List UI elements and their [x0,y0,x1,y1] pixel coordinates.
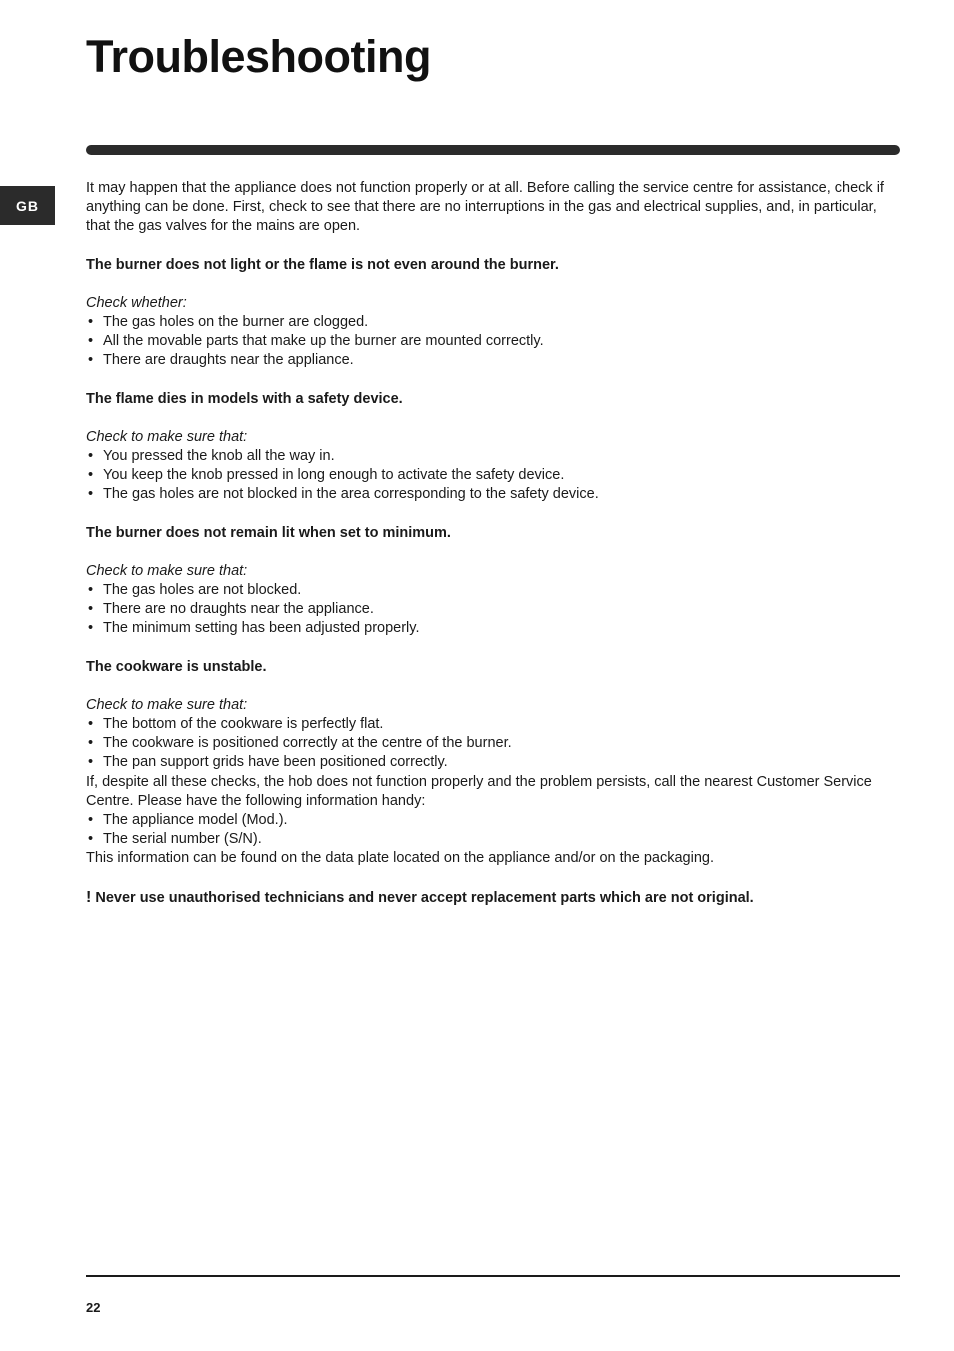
problem-heading-3: The burner does not remain lit when set to minimum. [86,524,451,541]
list-item: • You pressed the knob all the way in. [86,447,892,466]
page-number: 22 [86,1300,101,1315]
footer-divider [86,1275,900,1277]
intro-paragraph: It may happen that the appliance does not function properly or at all. Before calling the service centre for assistance, check if anything can be done. First, check to see that there are no interruptions in the gas and electrical supplies, and, in particular, that the gas valves for the mains are open. [86,180,884,235]
check-list-2 [86,447,892,505]
check-list-1 [86,313,892,371]
check-list-3 [86,581,892,639]
problem-heading-1: The burner does not light or the flame is not even around the burner. [86,256,559,273]
info-location-paragraph: This information can be found on the data plate located on the appliance and/or on the packaging. [86,850,714,867]
page-title: Troubleshooting [86,31,431,82]
list-item: • The cookware is positioned correctly at the centre of the burner. [86,734,892,753]
persist-paragraph: If, despite all these checks, the hob does not function properly and the problem persists, call the nearest Customer Service Centre. Please have the following information handy: [86,773,872,809]
warning-note [86,888,892,908]
list-item: • The pan support grids have been positioned correctly. [86,753,892,772]
list-item: • The gas holes on the burner are clogged. [86,313,892,332]
check-label-1: Check whether: [86,294,187,311]
list-item: • All the movable parts that make up the burner are mounted correctly. [86,332,892,351]
document-body [86,179,892,908]
list-item: • You keep the knob pressed in long enough to activate the safety device. [86,466,892,485]
problem-heading-2: The flame dies in models with a safety device. [86,390,403,407]
list-item: • The serial number (S/N). [86,830,892,849]
title-divider [86,145,900,155]
list-item: • The minimum setting has been adjusted properly. [86,619,892,638]
list-item: • There are no draughts near the appliance. [86,600,892,619]
list-item: • There are draughts near the appliance. [86,351,892,370]
check-label-2: Check to make sure that: [86,428,248,445]
warning-text: Never use unauthorised technicians and never accept replacement parts which are not original. [91,889,754,906]
problem-heading-4: The cookware is unstable. [86,658,267,675]
list-item: • The gas holes are not blocked in the area corresponding to the safety device. [86,485,892,504]
warning-mark: ! [86,888,92,906]
info-list [86,811,892,849]
list-item: • The appliance model (Mod.). [86,811,892,830]
language-tab: GB [0,186,55,225]
list-item: • The bottom of the cookware is perfectly flat. [86,715,892,734]
check-label-3: Check to make sure that: [86,562,248,579]
check-label-4: Check to make sure that: [86,696,248,713]
list-item: • The gas holes are not blocked. [86,581,892,600]
check-list-4 [86,715,892,773]
